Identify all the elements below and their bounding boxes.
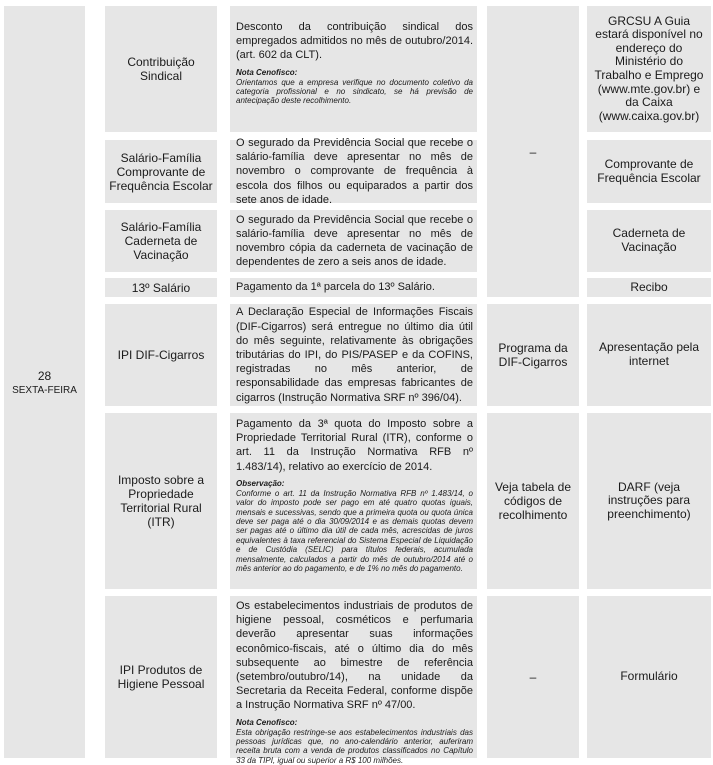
note-title: Nota Cenofisco:: [236, 717, 298, 727]
note-text: Esta obrigação restringe-se aos estabelecimentos industriais das pessoas jurídicas que, no ano-calendário anterior, auferiram receita bruta com a venda de produtos classificados no Capítulo 33 da TIPI, igual ou superior a R$ 100 milhões.: [236, 727, 473, 765]
row-document: Recibo: [587, 278, 711, 297]
row-program: Veja tabela de códigos de recolhimento: [487, 413, 579, 589]
date-column: [0, 0, 93, 758]
date-weekday: SEXTA-FEIRA: [12, 384, 77, 396]
note-text: Orientamos que a empresa verifique no documento coletivo da categoria profissional e no sindicato, se há previsão de antecipação deste recolhimento.: [236, 77, 473, 106]
row-name: IPI DIF-Cigarros: [105, 304, 217, 406]
description-column: [223, 0, 477, 765]
row-description: [230, 210, 477, 272]
date-day: 28: [37, 368, 52, 383]
row-document: Caderneta de Vacinação: [587, 210, 711, 272]
row-document: Formulário: [587, 596, 711, 758]
note-title: Nota Cenofisco:: [236, 67, 298, 77]
row-document: Comprovante de Frequência Escolar: [587, 140, 711, 203]
row-description: [230, 596, 477, 765]
row-program: –: [487, 596, 579, 758]
document-column: [579, 0, 713, 758]
note-title: Observação:: [236, 478, 285, 488]
description-text: Pagamento da 3ª quota do Imposto sobre a Propriedade Territorial Rural (ITR), conforme o art. 11 da Instrução Normativa RFB nº 1.483/14), relativo ao exercício de 2014.: [236, 418, 473, 473]
row-document: Apresentação pela internet: [587, 304, 711, 406]
description-text: O segurado da Previdência Social que recebe o salário-família deve apresentar no mês de novembro o comprovante de frequência à escola dos filhos ou equiparados a partir dos sete anos de idade.: [236, 137, 473, 206]
row-name: 13º Salário: [105, 278, 217, 297]
description-text: Pagamento da 1ª parcela do 13º Salário.: [236, 281, 435, 294]
description-text: O segurado da Previdência Social que recebe o salário-família deve apresentar no mês de novembro cópia da caderneta de vacinação de dependentes de zero a seis anos de idade.: [236, 213, 473, 269]
name-column: [93, 0, 223, 758]
program-column: [477, 0, 579, 758]
note-text: Conforme o art. 11 da Instrução Normativa RFB nº 1.483/14, o valor do imposto pode ser pago em até quatro quotas iguais, mensais e sucessivas, sendo que a primeira quota ou quota única deve ser paga até o dia 30/09/2014 e as demais quotas devem ser pagas até o último dia útil de cada mês, acrescidas de juros equivalentes à taxa referencial do Sistema Especial de Liquidação e de Custódia (SELIC) para títulos federais, acumulada mensalmente, calculados a partir do mês de outubro/2014 até o mês anterior ao do pagamento, e de 1% no mês do pagamento.: [236, 488, 473, 574]
description-text: Os estabelecimentos industriais de produtos de higiene pessoal, cosméticos e perfumaria deverão apresentar suas informações econômico-fiscais, até o último dia do mês subsequente ao bimestre de referência (setembro/outubro/14), na unidade da Secretaria da Receita Federal, conforme dispõe a Instrução Normativa SRF nº 47/00.: [236, 600, 473, 712]
row-description: [230, 413, 477, 589]
row-description: [230, 278, 477, 297]
row-name: Imposto sobre a Propriedade Territorial Rural (ITR): [105, 413, 217, 589]
row-name: Contribuição Sindical: [105, 6, 217, 132]
row-name: IPI Produtos de Higiene Pessoal: [105, 596, 217, 758]
date-cell: [4, 6, 85, 758]
row-document: DARF (veja instruções para preenchimento): [587, 413, 711, 589]
row-name: Salário-Família Caderneta de Vacinação: [105, 210, 217, 272]
description-text: A Declaração Especial de Informações Fiscais (DIF-Cigarros) será entregue no último dia útil do mês seguinte, relativamente às obrigações tributárias do IPI, do PIS/PASEP e da COFINS, registradas no mês anterior, de responsabilidade das empresas fabricantes de cigarros (Instrução Normativa SRF nº 396/04).: [236, 306, 473, 404]
row-program: Programa da DIF-Cigarros: [487, 304, 579, 406]
row-description: [230, 304, 477, 406]
description-text: Desconto da contribuição sindical dos empregados admitidos no mês de outubro/2014. (art. 602 da CLT).: [236, 21, 473, 62]
row-document: GRCSU A Guia estará disponível no endereço do Ministério do Trabalho e Emprego (www.mte.gov.br) e da Caixa (www.caixa.gov.br): [587, 6, 711, 132]
row-description: [230, 137, 477, 206]
row-name: Salário-Família Comprovante de Frequência Escolar: [105, 140, 217, 203]
row-program: –: [487, 6, 579, 297]
row-description: [230, 6, 477, 132]
